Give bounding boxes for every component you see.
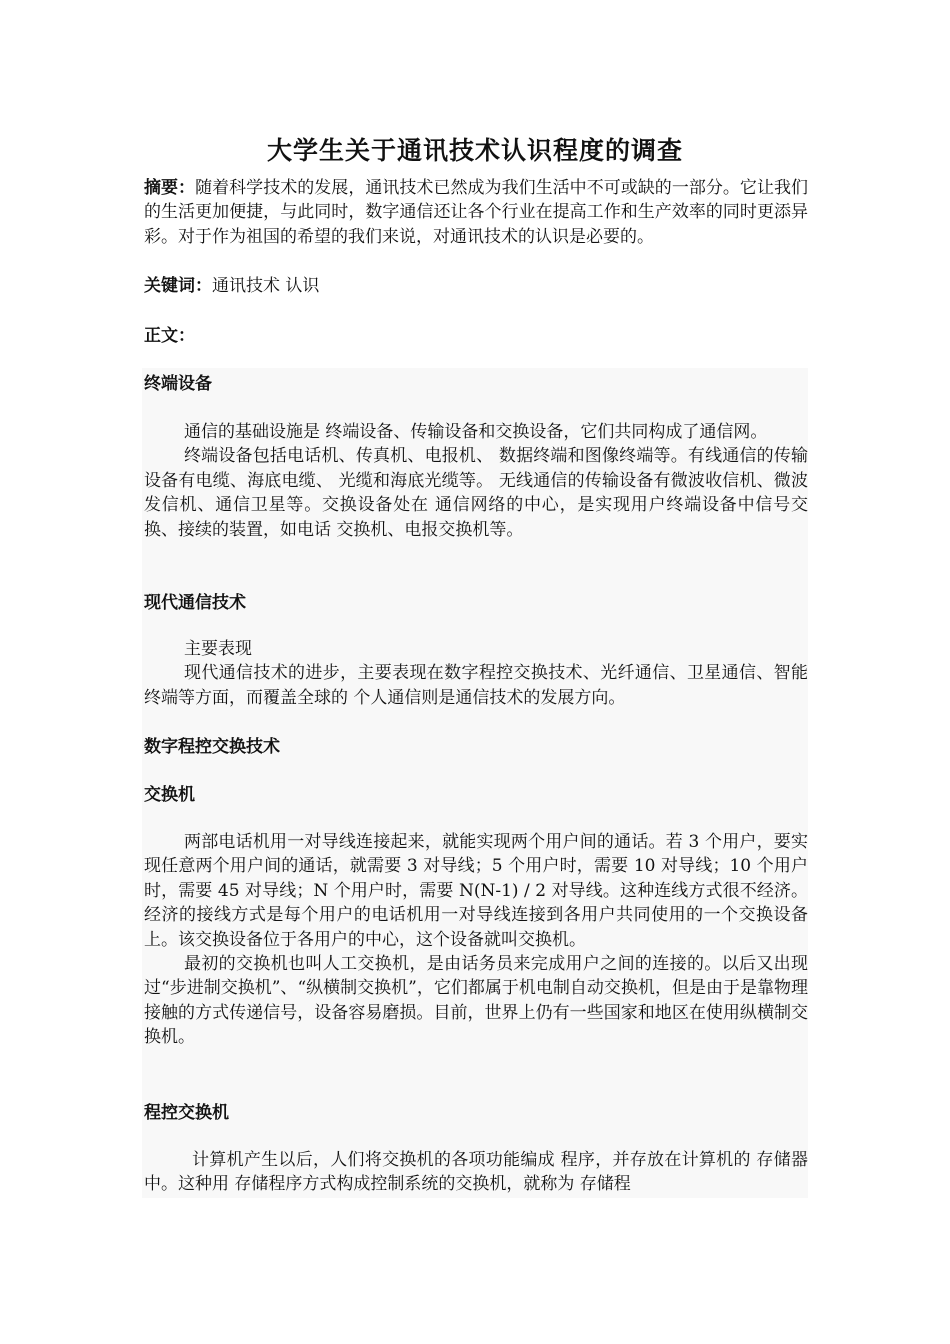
section-heading-modern: 现代通信技术 bbox=[144, 593, 246, 613]
section-heading-digital: 数字程控交换技术 bbox=[144, 737, 280, 757]
paragraph: 计算机产生以后，人们将交换机的各项功能编成 程序，并存放在计算机的 存储器中。这种用 存储程序方式构成控制系统的交换机，就称为 存储程 bbox=[144, 1150, 808, 1195]
abstract-text: 随着科学技术的发展，通讯技术已然成为我们生活中不可或缺的一部分。它让我们的生活更加便捷，与此同时，数字通信还让各个行业在提高工作和生产效率的同时更添异彩。对于作为祖国的希望的我们来说，对通讯技术的认识是必要的。 bbox=[144, 178, 809, 247]
section-heading-switch: 交换机 bbox=[144, 785, 195, 805]
body-label: 正文： bbox=[144, 326, 195, 346]
paragraph: 最初的交换机也叫人工交换机，是由话务员来完成用户之间的连接的。以后又出现过“步进制交换机”、“纵横制交换机”，它们都属于机电制自动交换机，但是由于是靠物理接触的方式传递信号，设备容易磨损。目前，世界上仍有一些国家和地区在使用纵横制交换机。 bbox=[144, 954, 808, 1048]
section-heading-terminal: 终端设备 bbox=[144, 374, 212, 394]
keywords bbox=[144, 274, 808, 298]
section-switch-text bbox=[144, 830, 808, 1050]
paragraph: 通信的基础设施是 终端设备、传输设备和交换设备，它们共同构成了通信网。 bbox=[184, 422, 768, 442]
abstract bbox=[144, 176, 808, 249]
abstract-label: 摘要： bbox=[144, 178, 196, 198]
section-modern-text bbox=[144, 637, 808, 710]
document-title: 大学生关于通讯技术认识程度的调查 bbox=[266, 136, 683, 165]
paragraph: 现代通信技术的进步，主要表现在数字程控交换技术、光纤通信、卫星通信、智能终端等方面，而覆盖全球的 个人通信则是通信技术的发展方向。 bbox=[144, 663, 808, 708]
keywords-label: 关键词： bbox=[144, 276, 212, 296]
section-terminal-text bbox=[144, 420, 808, 542]
paragraph: 终端设备包括电话机、传真机、电报机、 数据终端和图像终端等。有线通信的传输设备有电缆、海底电缆、 光缆和海底光缆等。 无线通信的传输设备有微波收信机、微波发信机、通信卫星等。交换设备处在 通信网络的中心，是实现用户终端设备中信号交换、接续的装置，如电话 交换机、电报交换机等。 bbox=[144, 446, 808, 540]
section-program-text bbox=[144, 1148, 808, 1197]
section-heading-program: 程控交换机 bbox=[144, 1103, 229, 1123]
keywords-text: 通讯技术 认识 bbox=[212, 276, 320, 296]
paragraph: 主要表现 bbox=[184, 639, 252, 659]
paragraph: 两部电话机用一对导线连接起来，就能实现两个用户间的通话。若 3 个用户，要实现任意两个用户间的通话，就需要 3 对导线；5 个用户时，需要 10 对导线；10 个用户时，需要 45 对导线；N 个用户时，需要 N(N-1) / 2 对导线。这种连线方式很不经济。经济的接线方式是每个用户的电话机用一对导线连接到各用户共同使用的一个交换设备上。该交换设备位于各用户的中心，这个设备就叫交换机。 bbox=[144, 832, 808, 950]
